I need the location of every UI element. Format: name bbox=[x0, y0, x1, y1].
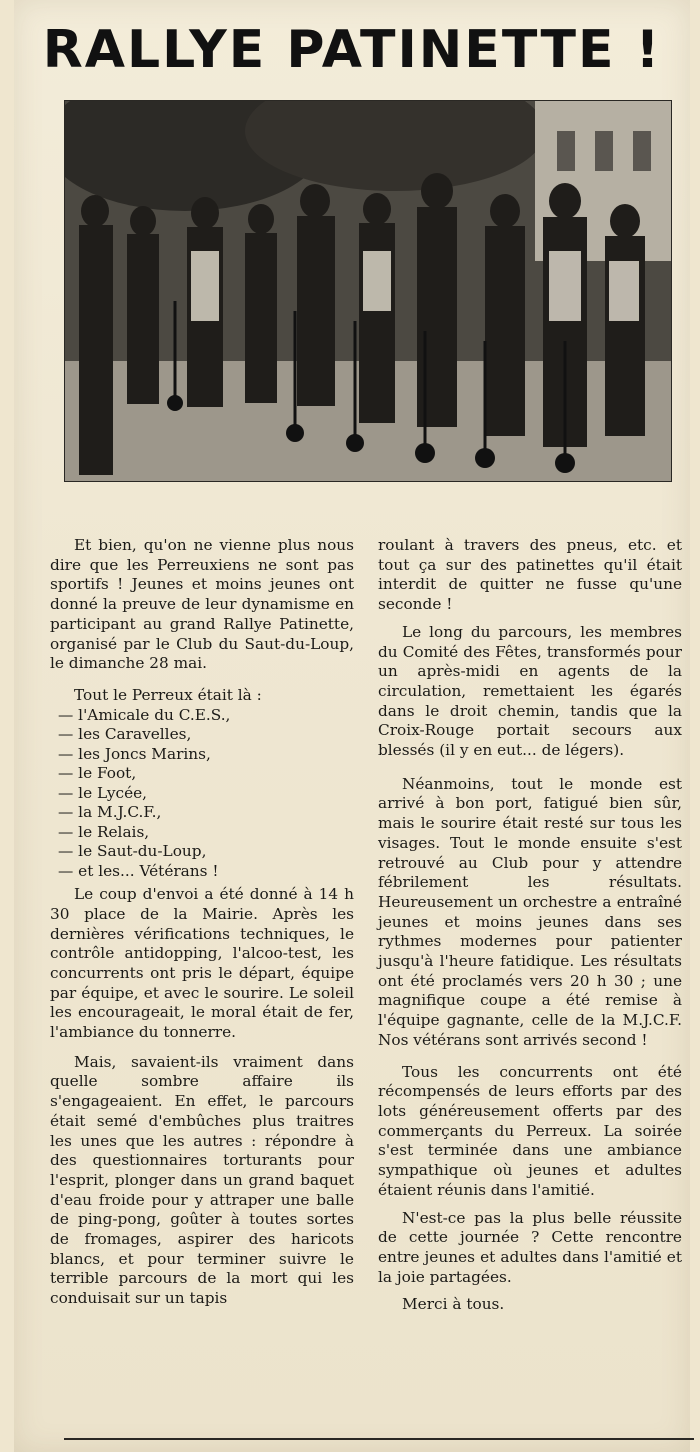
list-item: — le Relais, bbox=[50, 823, 354, 843]
newspaper-clipping bbox=[14, 0, 690, 1452]
list-item: — le Foot, bbox=[50, 764, 354, 784]
list-heading: Tout le Perreux était là : bbox=[74, 685, 262, 704]
article-photo bbox=[64, 100, 672, 482]
list-item: — l'Amicale du C.E.S., bbox=[50, 706, 354, 726]
article-title: RALLYE PATINETTE ! bbox=[42, 20, 662, 80]
list-item: — le Saut-du-Loup, bbox=[50, 842, 354, 862]
list-item: — les Caravelles, bbox=[50, 725, 354, 745]
paragraph-start: Le coup d'envoi a été donné à 14 h 30 place de la Mairie. Après les dernières vérifications techniques, le contrôle antidopping, l'alcoo-test, les concurrents ont pris le départ, équipe par équipe, et avec le sourire. Le soleil les encourageait, le moral était de fer, l'ambiance du tonnerre. bbox=[50, 885, 354, 1042]
paragraph-intro: Et bien, qu'on ne vienne plus nous dire que les Perreuxiens ne sont pas sportifs ! Jeunes et moins jeunes ont donné la preuve de leur dynamisme en participant au grand Rallye Patinette, organisé par le Club du Saut-du-Loup, le dimanche 28 mai. bbox=[50, 536, 354, 673]
article-body bbox=[48, 536, 700, 1436]
paragraph-arrival: Néanmoins, tout le monde est arrivé à bon port, fatigué bien sûr, mais le sourire était resté sur tous les visages. Tout le monde ensuite s'est retrouvé au Club pour y attendre fébrilement les résultats. Heureusement un orchestre a entraîné jeunes et moins jeunes dans ses rythmes modernes pour patienter jusqu'à l'heure fatidique. Les résultats ont été proclamés vers 20 h 30 ; une magnifique coupe a été remise à l'équipe gagnante, celle de la M.J.C.F. Nos vétérans sont arrivés second ! bbox=[378, 774, 682, 1049]
paragraph-thanks: Merci à tous. bbox=[402, 1295, 505, 1314]
list-item: — les Joncs Marins, bbox=[50, 745, 354, 765]
bottom-rule bbox=[64, 1438, 694, 1440]
paragraph-question: N'est-ce pas la plus belle réussite de cette journée ? Cette rencontre entre jeunes et adultes dans l'amitié et la joie partagées. bbox=[378, 1208, 682, 1286]
list-item: — et les... Vétérans ! bbox=[50, 862, 354, 882]
list-item: — le Lycée, bbox=[50, 784, 354, 804]
participants-list bbox=[50, 706, 354, 882]
paragraph-course: Mais, savaient-ils vraiment dans quelle sombre affaire ils s'engageaient. En effet, le parcours était semé d'embûches plus traitres les unes que les autres : répondre à des questionnaires torturants pour l'esprit, plonger dans un grand baquet d'eau froide pour y attraper une balle de ping-pong, goûter à toutes sortes de fromages, aspirer des haricots blancs, et pour terminer suivre le terrible parcours de la mort qui les conduisait sur un tapis bbox=[50, 1052, 354, 1308]
list-item: — la M.J.C.F., bbox=[50, 803, 354, 823]
paragraph-route: Le long du parcours, les membres du Comité des Fêtes, transformés pour un après-midi en agents de la circulation, remettaient les égarés dans le droit chemin, tandis que la Croix-Rouge portait secours aux blessés (il y en eut... de légers). bbox=[378, 622, 682, 760]
paragraph-rewards: Tous les concurrents ont été récompensés de leurs efforts par des lots généreusement offerts par des commerçants du Perreux. La soirée s'est terminée dans une ambiance sympathique où jeunes et adultes étaient réunis dans l'amitié. bbox=[378, 1062, 682, 1199]
right-column bbox=[378, 536, 682, 1315]
left-column bbox=[50, 536, 354, 1309]
photo-crowd-scene bbox=[65, 101, 671, 481]
paragraph-course-continued: roulant à travers des pneus, etc. et tout ça sur des patinettes qu'il était interdit de quitter ne fusse qu'une seconde ! bbox=[378, 536, 682, 614]
